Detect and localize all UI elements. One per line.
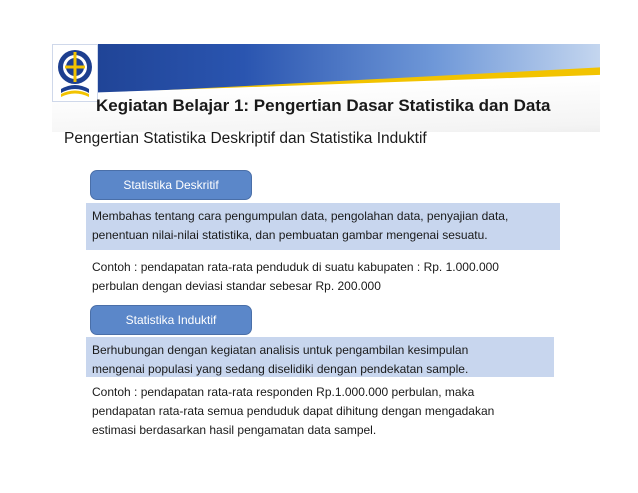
- definition-line: mengenai populasi yang sedang diselidiki dengan pendekatan sample.: [92, 362, 469, 376]
- definition-line: penentuan nilai-nilai statistika, dan pembuatan gambar mengenai sesuatu.: [92, 228, 488, 242]
- section-label-deskriptif: Statistika Deskritif: [90, 170, 252, 200]
- university-emblem-icon: [52, 44, 98, 102]
- example-line: perbulan dengan deviasi standar sebesar Rp. 200.000: [92, 279, 381, 293]
- page-title: Kegiatan Belajar 1: Pengertian Dasar Statistika dan Data: [96, 96, 551, 115]
- section-label-induktif: Statistika Induktif: [90, 305, 252, 335]
- page-subtitle: Pengertian Statistika Deskriptif dan Statistika Induktif: [64, 130, 427, 147]
- definition-line: Berhubungan dengan kegiatan analisis untuk pengambilan kesimpulan: [92, 343, 469, 357]
- example-line: estimasi berdasarkan hasil pengamatan data sampel.: [92, 423, 377, 437]
- example-line: Contoh : pendapatan rata-rata responden Rp.1.000.000 perbulan, maka: [92, 385, 475, 399]
- definition-line: Membahas tentang cara pengumpulan data, pengolahan data, penyajian data,: [92, 209, 509, 223]
- header-banner: [52, 44, 600, 132]
- example-box-induktif: [86, 381, 554, 443]
- definition-box-induktif: [86, 337, 554, 377]
- definition-box-deskriptif: [86, 203, 560, 250]
- example-box-deskriptif: [86, 256, 560, 298]
- example-line: pendapatan rata-rata semua penduduk dapat dihitung dengan mengadakan: [92, 404, 495, 418]
- example-line: Contoh : pendapatan rata-rata penduduk di suatu kabupaten : Rp. 1.000.000: [92, 260, 499, 274]
